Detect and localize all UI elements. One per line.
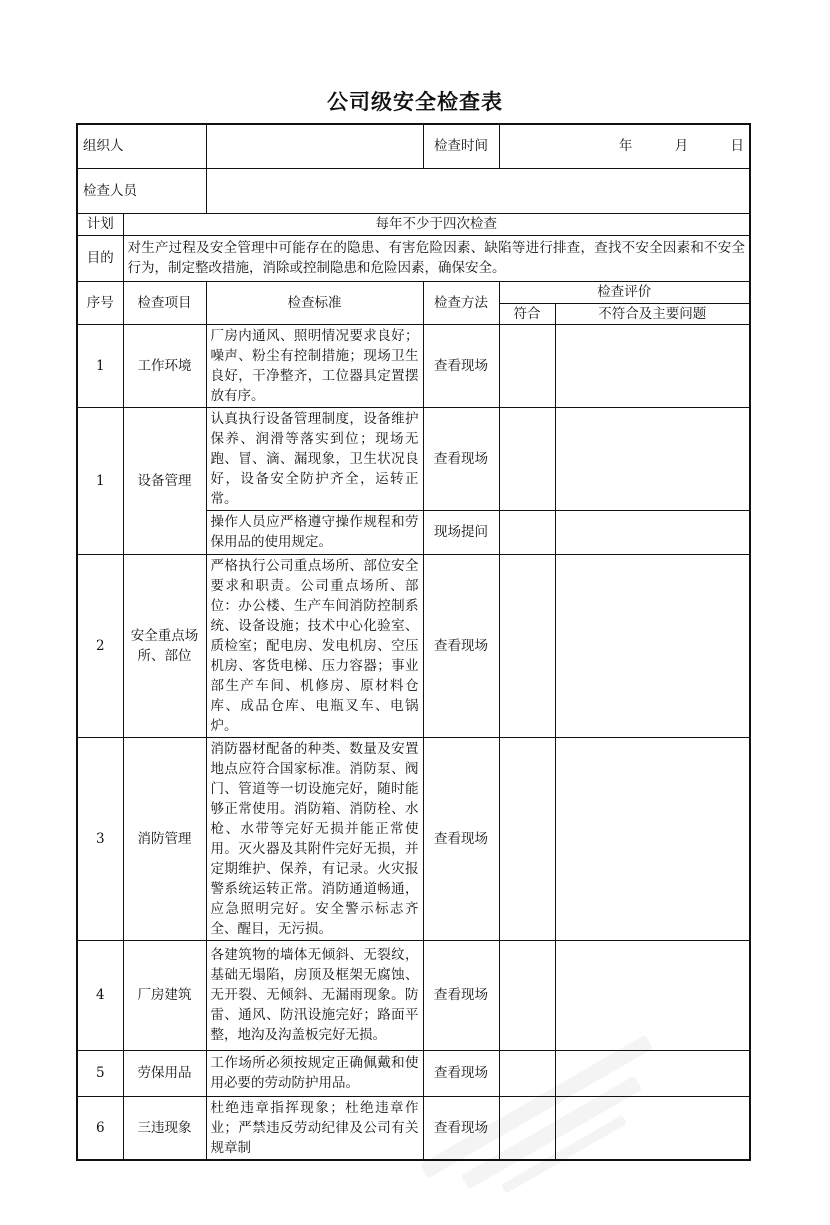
row-nonconform-cell[interactable] [555,324,750,407]
page-title: 公司级安全检查表 [327,89,503,114]
row-conform-cell[interactable] [499,1096,555,1160]
row-seq: 1 [77,407,123,554]
row-seq: 4 [77,940,123,1050]
inspection-date-field[interactable] [499,124,750,168]
row-conform-cell[interactable] [499,940,555,1050]
table-row [77,324,750,407]
row-standard: 杜绝违章指挥现象；杜绝违章作业；严禁违反劳动纪律及公司有关规章制 [206,1096,423,1160]
date-month-label: 月 [674,138,689,155]
col-evaluation: 检查评价 [499,281,750,303]
plan-label: 计划 [77,213,123,235]
row-method: 查看现场 [423,554,499,737]
row-item: 三违现象 [123,1096,206,1160]
table-row [77,940,750,1050]
purpose-row [77,235,750,281]
inspection-table [76,123,751,1161]
row-nonconform-cell[interactable] [555,737,750,940]
row-item: 厂房建筑 [123,940,206,1050]
row-nonconform-cell[interactable] [555,940,750,1050]
organizer-label: 组织人 [77,124,206,168]
row-standard: 厂房内通风、照明情况要求良好；噪声、粉尘有控制措施；现场卫生良好，干净整齐，工位器具定置摆放有序。 [206,324,423,407]
inspectors-label: 检查人员 [77,168,206,213]
col-conform: 符合 [499,303,555,324]
row-nonconform-cell[interactable] [555,554,750,737]
row-seq: 2 [77,554,123,737]
row-nonconform-cell[interactable] [555,407,750,510]
plan-row [77,213,750,235]
row-method: 查看现场 [423,737,499,940]
date-day-label: 日 [730,138,744,155]
row-nonconform-cell[interactable] [555,510,750,554]
col-item: 检查项目 [123,281,206,324]
plan-value: 每年不少于四次检查 [123,213,750,235]
row-standard: 认真执行设备管理制度，设备维护保养、润滑等落实到位；现场无跑、冒、滴、漏现象，卫生状况良好，设备安全防护齐全，运转正常。 [206,407,423,510]
row-item: 消防管理 [123,737,206,940]
row-seq: 3 [77,737,123,940]
row-method: 现场提问 [423,510,499,554]
table-row [77,1096,750,1160]
row-method: 查看现场 [423,1050,499,1096]
organizer-field[interactable] [206,124,423,168]
col-standard: 检查标准 [206,281,423,324]
row-method: 查看现场 [423,324,499,407]
row-conform-cell[interactable] [499,324,555,407]
row-nonconform-cell[interactable] [555,1050,750,1096]
table-row [77,1050,750,1096]
header-row-inspectors [77,168,750,213]
col-seq: 序号 [77,281,123,324]
table-row [77,407,750,510]
row-conform-cell[interactable] [499,1050,555,1096]
row-item: 工作环境 [123,324,206,407]
purpose-label: 目的 [77,235,123,281]
inspectors-field[interactable] [206,168,750,213]
row-conform-cell[interactable] [499,510,555,554]
purpose-value: 对生产过程及安全管理中可能存在的隐患、有害危险因素、缺陷等进行排查，查找不安全因素和不安全行为，制定整改措施，消除或控制隐患和危险因素，确保安全。 [123,235,750,281]
row-standard: 严格执行公司重点场所、部位安全要求和职责。公司重点场所、部位：办公楼、生产车间消防控制系统、设备设施；技术中心化验室、质检室；配电房、发电机房、空压机房、客货电梯、压力容器；事业部生产车间、机修房、原材料仓库、成品仓库、电瓶叉车、电锅炉。 [206,554,423,737]
date-year-label: 年 [618,138,633,155]
inspection-time-label: 检查时间 [423,124,499,168]
table-row [77,554,750,737]
column-header-row [77,281,750,303]
row-method: 查看现场 [423,1096,499,1160]
row-nonconform-cell[interactable] [555,1096,750,1160]
row-method: 查看现场 [423,940,499,1050]
row-item: 安全重点场所、部位 [123,554,206,737]
row-method: 查看现场 [423,407,499,510]
row-conform-cell[interactable] [499,407,555,510]
row-seq: 6 [77,1096,123,1160]
row-seq: 5 [77,1050,123,1096]
col-nonconform: 不符合及主要问题 [555,303,750,324]
row-standard: 各建筑物的墙体无倾斜、无裂纹，基础无塌陷，房顶及框架无腐蚀、无开裂、无倾斜、无漏雨现象。防雷、通风、防汛设施完好；路面平整，地沟及沟盖板完好无损。 [206,940,423,1050]
row-seq: 1 [77,324,123,407]
row-conform-cell[interactable] [499,737,555,940]
row-standard: 工作场所必须按规定正确佩戴和使用必要的劳动防护用品。 [206,1050,423,1096]
row-standard: 消防器材配备的种类、数量及安置地点应符合国家标准。消防泵、阀门、管道等一切设施完好，随时能够正常使用。消防箱、消防栓、水枪、水带等完好无损并能正常使用。灭火器及其附件完好无损，并定期维护、保养，有记录。火灾报警系统运转正常。消防通道畅通，应急照明完好。安全警示标志齐全、醒目，无污损。 [206,737,423,940]
row-item: 劳保用品 [123,1050,206,1096]
table-row [77,737,750,940]
row-conform-cell[interactable] [499,554,555,737]
col-method: 检查方法 [423,281,499,324]
row-standard: 操作人员应严格遵守操作规程和劳保用品的使用规定。 [206,510,423,554]
header-row-organizer [77,124,750,168]
row-item: 设备管理 [123,407,206,554]
